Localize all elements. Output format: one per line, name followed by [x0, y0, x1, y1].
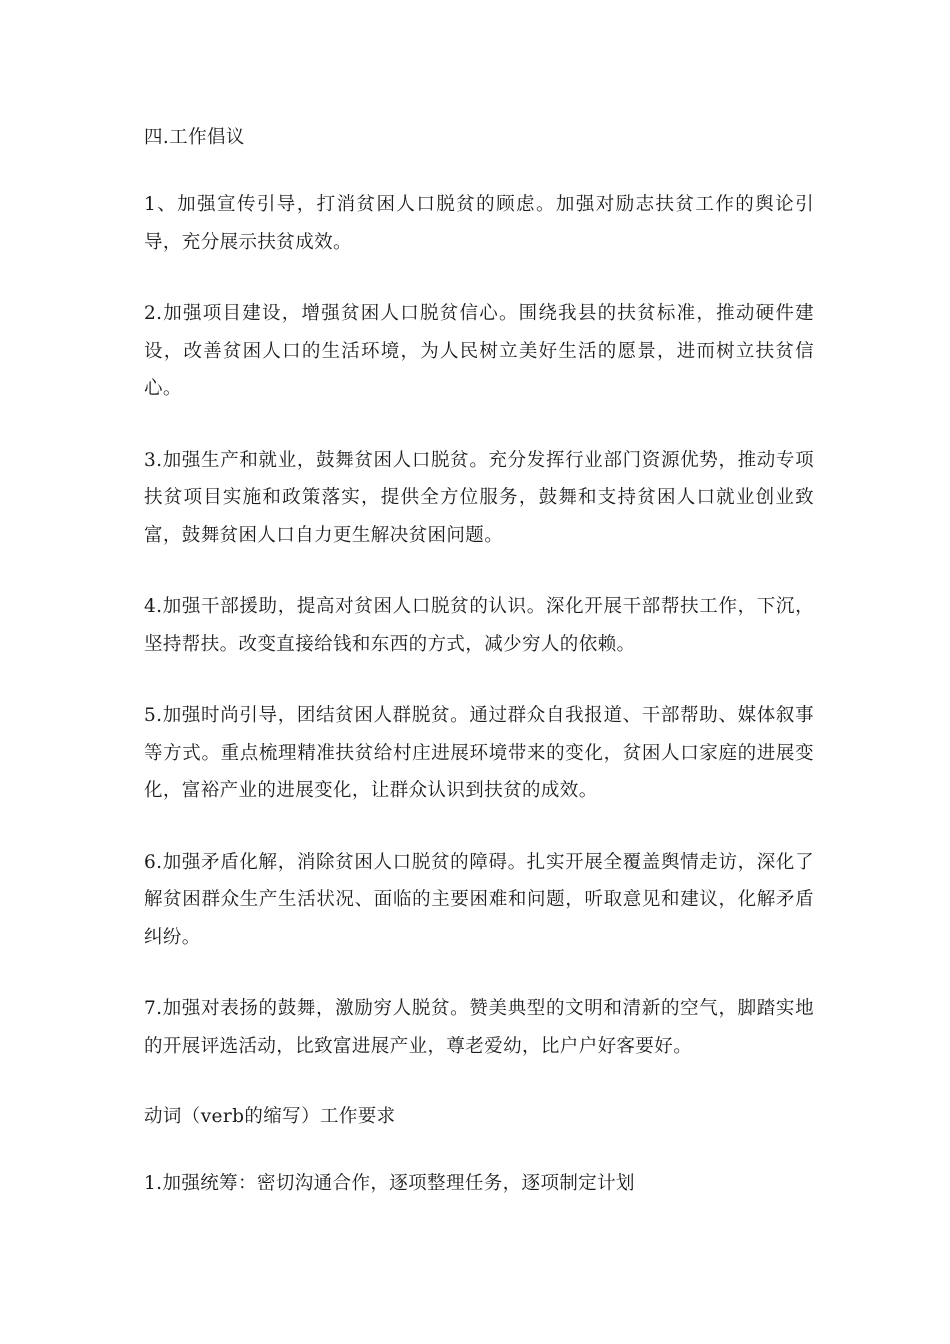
- proposal-5: 5.加强时尚引导，团结贫困人群脱贫。通过群众自我报道、干部帮助、媒体叙事等方式。重点梳理精准扶贫给村庄进展环境带来的变化，贫困人口家庭的进展变化，富裕产业的进展变化，让群众认识到扶贫的成效。: [144, 705, 814, 801]
- proposal-7: 7.加强对表扬的鼓舞，激励穷人脱贫。赞美典型的文明和清新的空气，脚踏实地的开展评选活动，比致富进展产业，尊老爱幼，比户户好客要好。: [144, 998, 814, 1057]
- proposal-2: 2.加强项目建设，增强贫困人口脱贫信心。围绕我县的扶贫标准，推动硬件建设，改善贫困人口的生活环境，为人民树立美好生活的愿景，进而树立扶贫信心。: [144, 303, 814, 399]
- requirement-1: 1.加强统筹：密切沟通合作，逐项整理任务，逐项制定计划: [144, 1173, 635, 1194]
- proposal-1: 1、加强宣传引导，打消贫困人口脱贫的顾虑。加强对励志扶贫工作的舆论引导，充分展示扶贫成效。: [144, 194, 814, 253]
- proposal-4: 4.加强干部援助，提高对贫困人口脱贫的认识。深化开展干部帮扶工作，下沉，坚持帮扶。改变直接给钱和东西的方式，减少穷人的依赖。: [144, 596, 814, 655]
- proposal-6: 6.加强矛盾化解，消除贫困人口脱贫的障碍。扎实开展全覆盖舆情走访，深化了解贫困群众生产生活状况、面临的主要困难和问题，听取意见和建议，化解矛盾纠纷。: [144, 851, 814, 948]
- proposal-3: 3.加强生产和就业，鼓舞贫困人口脱贫。充分发挥行业部门资源优势，推动专项扶贫项目实施和政策落实，提供全方位服务，鼓舞和支持贫困人口就业创业致富，鼓舞贫困人口自力更生解决贫困问题。: [144, 449, 814, 546]
- section-title: 四.工作倡议: [144, 127, 245, 148]
- document-body: [144, 120, 814, 1203]
- requirements-title: 动词（verb的缩写）工作要求: [144, 1106, 396, 1127]
